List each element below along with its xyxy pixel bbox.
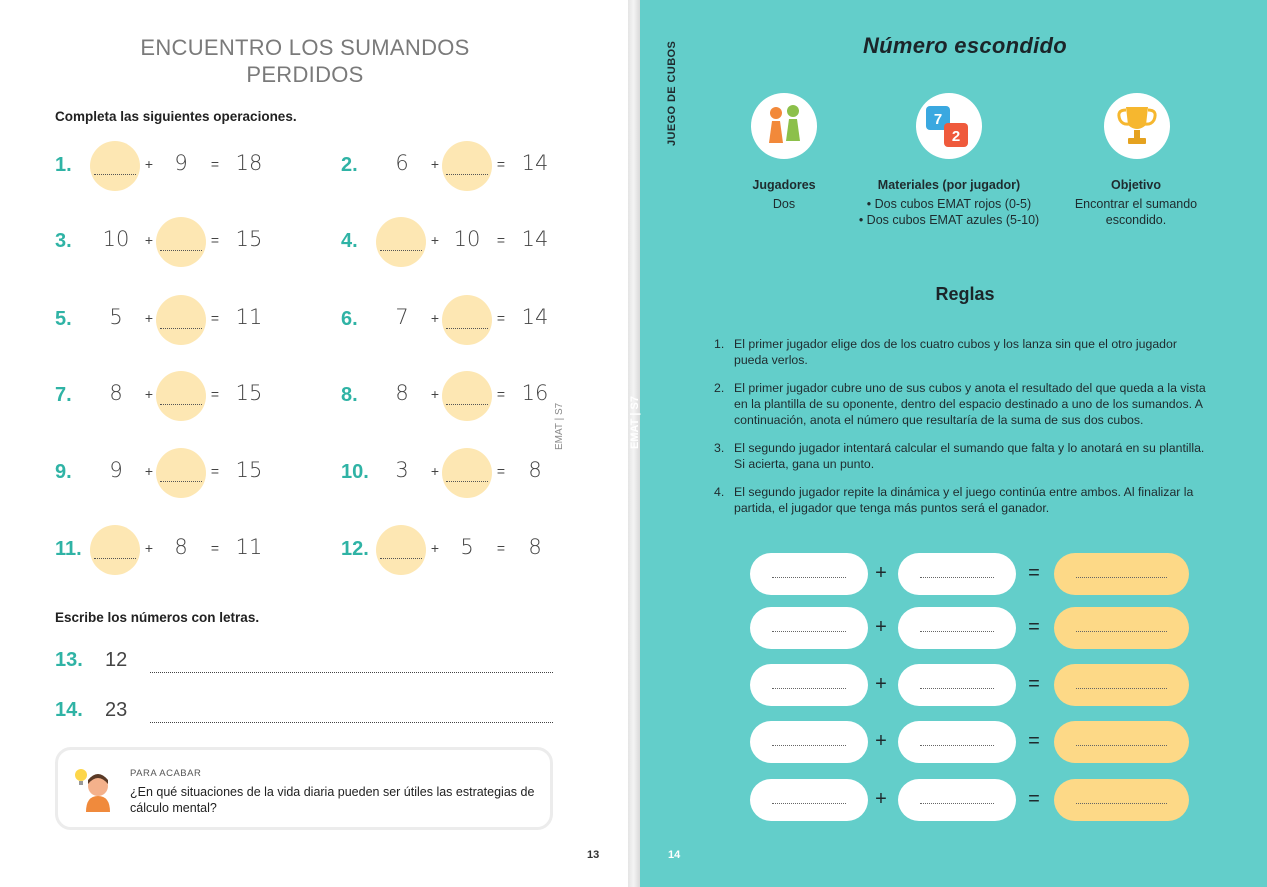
plus-sign: + — [875, 730, 887, 752]
equals-sign: = — [496, 540, 506, 556]
trophy-icon — [1104, 93, 1170, 159]
equals-sign: = — [210, 310, 220, 326]
equals-sign: = — [210, 540, 220, 556]
addend-field[interactable] — [898, 779, 1016, 821]
section-label: JUEGO DE CUBOS — [666, 40, 678, 146]
equals-sign: = — [1028, 562, 1040, 584]
addend-field[interactable] — [898, 553, 1016, 595]
closing-box — [55, 747, 553, 830]
operation-number: 12. — [341, 538, 369, 560]
write-answer-line[interactable] — [150, 722, 553, 723]
result-value: 18 — [235, 151, 263, 175]
missing-addend-slot[interactable] — [156, 217, 206, 267]
board-row — [750, 721, 1190, 763]
operation-2 — [341, 141, 611, 191]
equals-sign: = — [1028, 788, 1040, 810]
equals-sign: = — [496, 156, 506, 172]
answer-blob — [90, 525, 140, 575]
page-title: ENCUENTRO LOS SUMANDOS PERDIDOS — [140, 35, 470, 87]
answer-blob — [376, 525, 426, 575]
rule-text: El primer jugador elige dos de los cuatro cubos y los lanza sin que el otro jugador pueda verlos. — [734, 337, 1177, 367]
addend-field[interactable] — [750, 553, 868, 595]
addend-value: 9 — [109, 458, 123, 482]
sum-field[interactable] — [1054, 553, 1189, 595]
left-page — [0, 0, 628, 887]
operation-number: 11. — [55, 538, 82, 560]
emat-logo-text: EMAT | S7 — [554, 402, 565, 450]
addend-value: 8 — [174, 535, 188, 559]
addend-value: 10 — [102, 227, 130, 251]
info-line: • Dos cubos EMAT rojos (0-5) — [866, 197, 1032, 211]
write-value: 12 — [105, 649, 128, 671]
answer-blob — [442, 371, 492, 421]
info-line: Encontrar el sumando — [1074, 197, 1198, 211]
instruction-write-words: Escribe los números con letras. — [55, 610, 260, 625]
plus-sign: + — [430, 232, 440, 248]
addend-value: 6 — [395, 151, 409, 175]
die-red-value: 2 — [951, 128, 961, 145]
result-value: 8 — [528, 535, 542, 559]
sum-field[interactable] — [1054, 779, 1189, 821]
operation-7 — [55, 371, 325, 421]
rule-number: 1. — [714, 337, 725, 351]
addend-value: 5 — [460, 535, 474, 559]
operation-1 — [55, 141, 325, 191]
board-row — [750, 553, 1190, 595]
addend-field[interactable] — [750, 779, 868, 821]
child-idea-icon — [72, 766, 116, 814]
operation-number: 4. — [341, 230, 358, 252]
plus-sign: + — [430, 540, 440, 556]
result-value: 16 — [521, 381, 549, 405]
rule-number: 4. — [714, 485, 725, 499]
players-icon — [751, 93, 817, 159]
rule-item — [714, 336, 1214, 368]
result-value: 11 — [235, 305, 263, 329]
operation-9 — [55, 448, 325, 498]
rule-number: 3. — [714, 441, 725, 455]
write-row-13 — [55, 647, 555, 677]
result-value: 11 — [235, 535, 263, 559]
missing-addend-slot[interactable] — [156, 371, 206, 421]
operation-6 — [341, 295, 611, 345]
closing-question: ¿En qué situaciones de la vida diaria pueden ser útiles las estrategias de cálculo mental? — [130, 785, 535, 815]
plus-sign: + — [875, 673, 887, 695]
answer-blob — [442, 141, 492, 191]
operation-12 — [341, 525, 611, 575]
operation-number: 6. — [341, 308, 358, 330]
rule-number: 2. — [714, 381, 725, 395]
result-value: 8 — [528, 458, 542, 482]
plus-sign: + — [144, 156, 154, 172]
plus-sign: + — [430, 310, 440, 326]
operation-number: 8. — [341, 384, 358, 406]
operation-number: 5. — [55, 308, 72, 330]
dice-icon — [916, 93, 982, 159]
info-line: escondido. — [1105, 213, 1167, 227]
missing-addend-slot[interactable] — [156, 448, 206, 498]
plus-sign: + — [875, 562, 887, 584]
missing-addend-slot[interactable] — [442, 295, 492, 345]
answer-blob — [90, 141, 140, 191]
plus-sign: + — [875, 788, 887, 810]
operation-10 — [341, 448, 611, 498]
write-value: 23 — [105, 699, 128, 721]
addend-value: 5 — [109, 305, 123, 329]
rule-text: El primer jugador cubre uno de sus cubos y anota el resultado del que queda a la vista en la plantilla de su oponente, dentro del espacio destinado a uno de los sumandos. A continuación, anota el número que resultaría de la suma de sus dos cubos. — [734, 381, 1206, 427]
rule-text: El segundo jugador repite la dinámica y el juego continúa entre ambos. Al finalizar la partida, el jugador que tenga más puntos será el ganador. — [734, 485, 1194, 515]
missing-addend-slot[interactable] — [442, 141, 492, 191]
die-blue-value: 7 — [933, 111, 943, 128]
operation-3 — [55, 217, 325, 267]
equals-sign: = — [496, 232, 506, 248]
addend-field[interactable] — [750, 721, 868, 763]
equals-sign: = — [1028, 730, 1040, 752]
equals-sign: = — [496, 310, 506, 326]
missing-addend-slot[interactable] — [376, 217, 426, 267]
plus-sign: + — [430, 386, 440, 402]
equals-sign: = — [496, 463, 506, 479]
sum-field[interactable] — [1054, 721, 1189, 763]
rules-title: Reglas — [935, 284, 995, 304]
rule-item — [714, 484, 1214, 516]
plus-sign: + — [875, 616, 887, 638]
operation-number: 10. — [341, 461, 369, 483]
plus-sign: + — [144, 232, 154, 248]
addend-value: 8 — [109, 381, 123, 405]
equals-sign: = — [210, 232, 220, 248]
answer-blob — [376, 217, 426, 267]
equals-sign: = — [496, 386, 506, 402]
page-number: 13 — [587, 849, 600, 861]
operation-number: 1. — [55, 154, 72, 176]
operation-number: 9. — [55, 461, 72, 483]
result-value: 14 — [521, 227, 549, 251]
answer-blob — [156, 371, 206, 421]
emat-logo-text: EMAT | S7 — [629, 396, 641, 449]
plus-sign: + — [430, 463, 440, 479]
missing-addend-slot[interactable] — [90, 141, 140, 191]
answer-blob — [442, 295, 492, 345]
addend-field[interactable] — [750, 607, 868, 649]
addend-field[interactable] — [898, 721, 1016, 763]
addend-field[interactable] — [898, 664, 1016, 706]
answer-blob — [156, 448, 206, 498]
write-number: 13. — [55, 649, 83, 671]
rule-text: El segundo jugador intentará calcular el sumando que falta y lo anotará en su plantilla. Si acierta, gana un punto. — [734, 441, 1205, 471]
result-value: 14 — [521, 151, 549, 175]
info-line: Dos — [772, 197, 796, 211]
page-number: 14 — [668, 849, 681, 861]
rules-list — [714, 336, 1214, 528]
plus-sign: + — [430, 156, 440, 172]
result-value: 15 — [235, 381, 263, 405]
info-materials — [849, 177, 1049, 228]
addend-field[interactable] — [750, 664, 868, 706]
info-line: • Dos cubos EMAT azules (5-10) — [858, 213, 1040, 227]
plus-sign: + — [144, 310, 154, 326]
write-number: 14. — [55, 699, 83, 721]
info-heading: Jugadores — [752, 178, 816, 192]
emat-logo — [554, 402, 604, 490]
sum-field[interactable] — [1054, 664, 1189, 706]
board-row — [750, 664, 1190, 706]
closing-label: PARA ACABAR — [130, 768, 202, 779]
info-objective — [1036, 177, 1236, 228]
equals-sign: = — [210, 463, 220, 479]
missing-addend-slot[interactable] — [156, 295, 206, 345]
addend-value: 9 — [174, 151, 188, 175]
sum-field[interactable] — [1054, 607, 1189, 649]
operation-number: 2. — [341, 154, 358, 176]
operation-11 — [55, 525, 325, 575]
equals-sign: = — [1028, 616, 1040, 638]
rule-item — [714, 380, 1214, 428]
rule-item — [714, 440, 1214, 472]
instruction-operations: Completa las siguientes operaciones. — [55, 109, 297, 124]
board-row — [750, 779, 1190, 821]
answer-blob — [442, 448, 492, 498]
equals-sign: = — [210, 386, 220, 402]
result-value: 15 — [235, 227, 263, 251]
operation-8 — [341, 371, 611, 421]
emat-logo — [629, 396, 684, 490]
equals-sign: = — [210, 156, 220, 172]
game-title: Número escondido — [862, 33, 1068, 58]
plus-sign: + — [144, 386, 154, 402]
write-row-14 — [55, 697, 555, 727]
result-value: 15 — [235, 458, 263, 482]
write-answer-line[interactable] — [150, 672, 553, 673]
operation-number: 3. — [55, 230, 72, 252]
board-row — [750, 607, 1190, 649]
missing-addend-slot[interactable] — [442, 448, 492, 498]
plus-sign: + — [144, 463, 154, 479]
addend-value: 7 — [395, 305, 409, 329]
plus-sign: + — [144, 540, 154, 556]
addend-field[interactable] — [898, 607, 1016, 649]
operation-number: 7. — [55, 384, 72, 406]
operation-4 — [341, 217, 611, 267]
addend-value: 3 — [395, 458, 409, 482]
result-value: 14 — [521, 305, 549, 329]
missing-addend-slot[interactable] — [376, 525, 426, 575]
answer-blob — [156, 217, 206, 267]
answer-blob — [156, 295, 206, 345]
operation-5 — [55, 295, 325, 345]
info-heading: Objetivo — [1110, 178, 1161, 192]
equals-sign: = — [1028, 673, 1040, 695]
info-heading: Materiales (por jugador) — [877, 178, 1021, 192]
addend-value: 10 — [453, 227, 481, 251]
missing-addend-slot[interactable] — [90, 525, 140, 575]
missing-addend-slot[interactable] — [442, 371, 492, 421]
addend-value: 8 — [395, 381, 409, 405]
